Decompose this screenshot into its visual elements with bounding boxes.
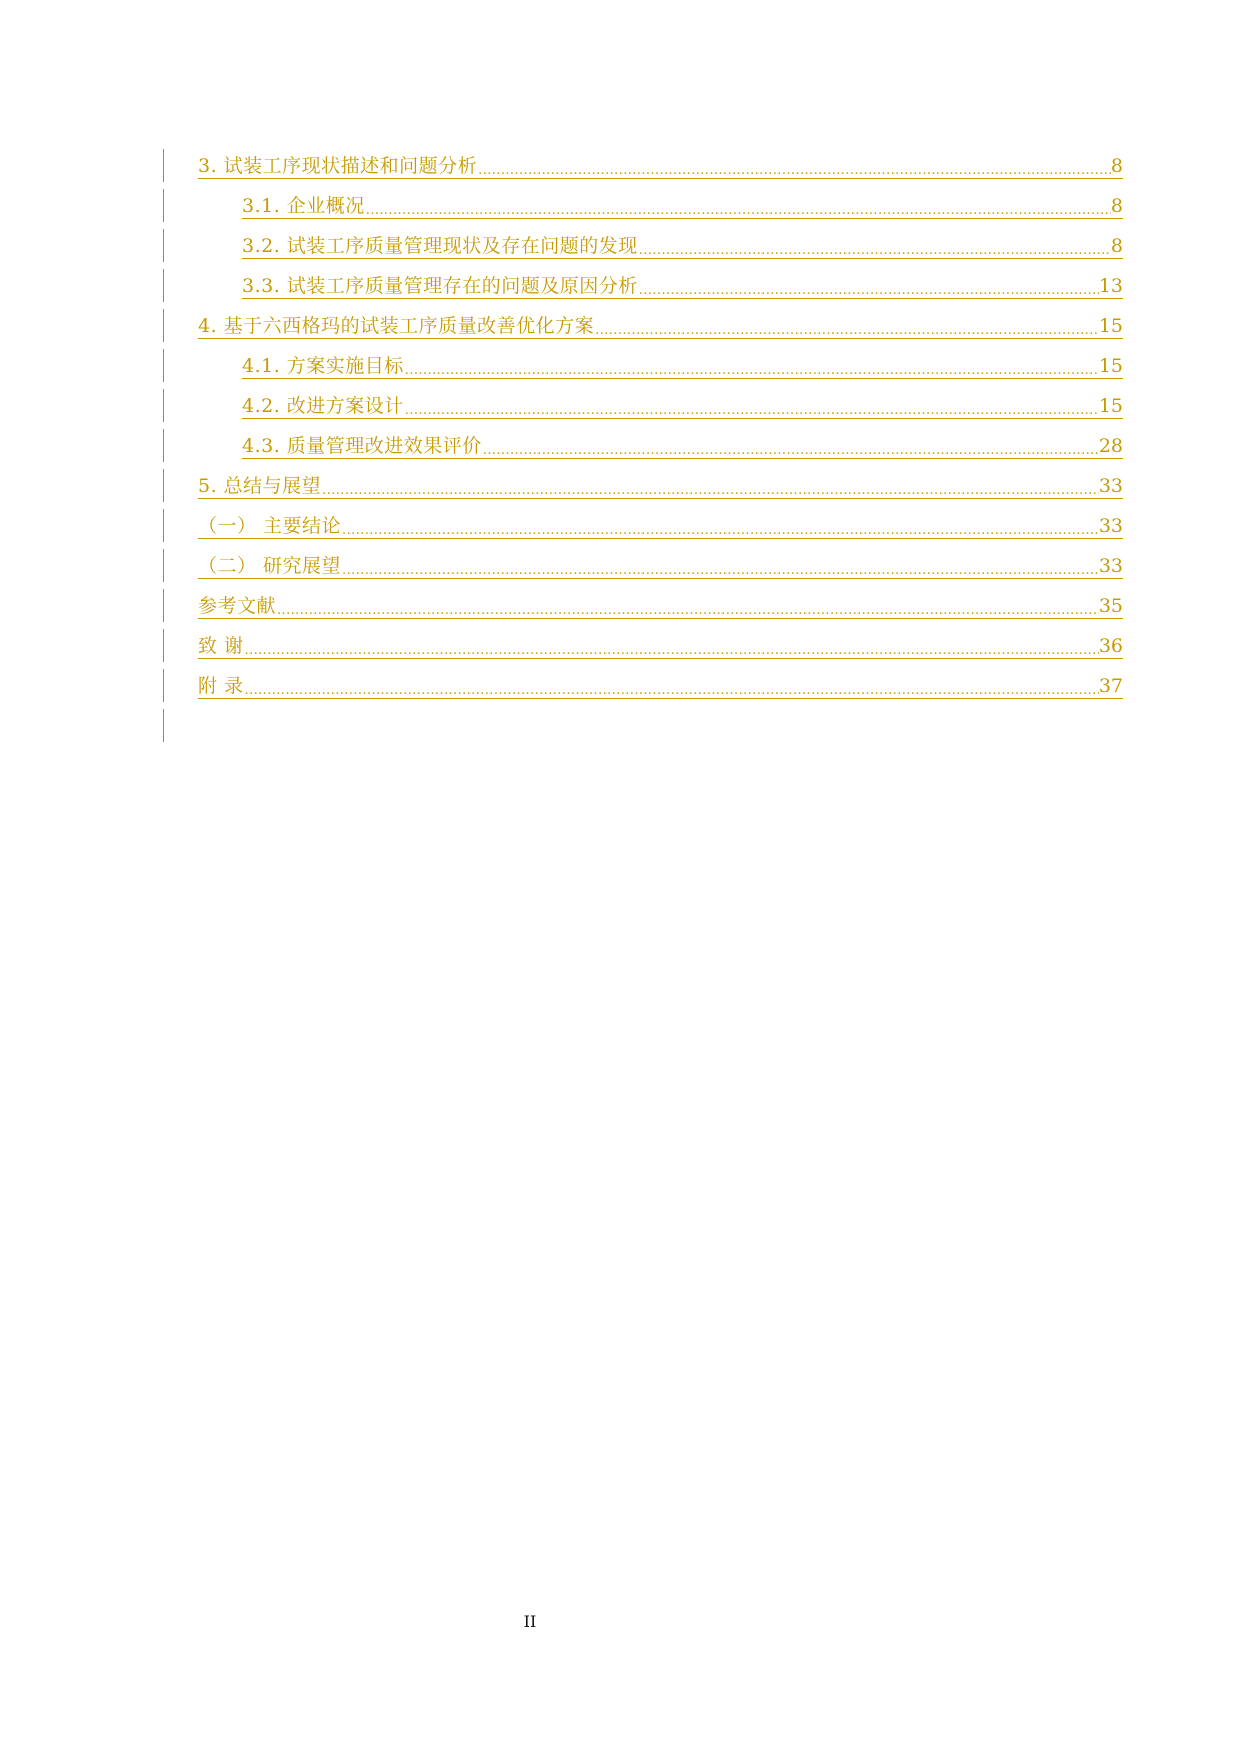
toc-entry-link[interactable] <box>242 272 1123 299</box>
dot-leader <box>365 194 1111 218</box>
toc-entry-link[interactable] <box>242 352 1123 379</box>
toc-row <box>163 388 1123 428</box>
toc-entry-label: 4. 基于六西格玛的试装工序质量改善优化方案 <box>198 315 595 337</box>
dot-leader <box>244 674 1099 698</box>
toc-entry-label: 致 谢 <box>198 635 244 657</box>
toc-entry-label: （一） 主要结论 <box>198 515 342 537</box>
toc-entry-page-number: 28 <box>1098 435 1123 457</box>
toc-entry-link[interactable] <box>198 512 1123 539</box>
dot-leader <box>404 354 1099 378</box>
toc-entry-label: 3.1. 企业概况 <box>242 195 365 217</box>
revision-bar <box>163 589 164 622</box>
toc-row-trailing <box>163 708 1123 748</box>
toc-entry-page-number: 36 <box>1098 635 1123 657</box>
toc-row <box>163 228 1123 268</box>
revision-bar <box>163 269 164 302</box>
toc-entry-page-number: 33 <box>1098 555 1123 577</box>
toc-entry-label: 4.2. 改进方案设计 <box>242 395 404 417</box>
toc-entry-link[interactable] <box>242 232 1123 259</box>
toc-entry-label: 4.3. 质量管理改进效果评价 <box>242 435 482 457</box>
toc-entry-label: 3.3. 试装工序质量管理存在的问题及原因分析 <box>242 275 638 297</box>
dot-leader <box>594 314 1099 338</box>
toc-row <box>163 548 1123 588</box>
toc-entry-page-number: 15 <box>1098 355 1123 377</box>
revision-bar <box>163 229 164 262</box>
dot-leader <box>244 634 1099 658</box>
dot-leader <box>404 394 1099 418</box>
toc-row <box>163 268 1123 308</box>
toc-row <box>163 668 1123 708</box>
revision-bar <box>163 469 164 502</box>
toc-entry-page-number: 33 <box>1098 475 1123 497</box>
page-number: II <box>523 1612 537 1631</box>
revision-bar <box>163 309 164 342</box>
toc-entry-page-number: 15 <box>1098 395 1123 417</box>
toc-row <box>163 148 1123 188</box>
toc-entry-page-number: 15 <box>1098 315 1123 337</box>
toc-entry-label: 参考文献 <box>198 595 277 617</box>
toc-entry-page-number: 8 <box>1110 235 1123 257</box>
toc-entry-link[interactable] <box>242 392 1123 419</box>
toc-entry-link[interactable] <box>198 312 1123 339</box>
toc-entry-label: 3.2. 试装工序质量管理现状及存在问题的发现 <box>242 235 638 257</box>
toc-row <box>163 348 1123 388</box>
toc-entry-link[interactable] <box>198 632 1123 659</box>
toc-entry-label: 5. 总结与展望 <box>198 475 322 497</box>
toc-entry-label: 4.1. 方案实施目标 <box>242 355 404 377</box>
dot-leader <box>638 234 1111 258</box>
revision-bar <box>163 709 164 742</box>
toc-entry-label: 3. 试装工序现状描述和问题分析 <box>198 155 478 177</box>
revision-bar <box>163 189 164 222</box>
toc-entry-link[interactable] <box>198 472 1123 499</box>
toc-entry-page-number: 37 <box>1098 675 1123 697</box>
toc-entry-label: （二） 研究展望 <box>198 555 342 577</box>
revision-bar <box>163 509 164 542</box>
toc-entry-page-number: 35 <box>1098 595 1123 617</box>
toc-entry-page-number: 8 <box>1110 155 1123 177</box>
revision-bar <box>163 629 164 662</box>
dot-leader <box>482 434 1099 458</box>
dot-leader <box>341 554 1099 578</box>
toc-row <box>163 308 1123 348</box>
dot-leader <box>341 514 1099 538</box>
toc-entry-link[interactable] <box>198 672 1123 699</box>
toc-entry-page-number: 8 <box>1110 195 1123 217</box>
toc-row <box>163 428 1123 468</box>
toc-entry-page-number: 13 <box>1098 275 1123 297</box>
toc-entry-link[interactable] <box>242 192 1123 219</box>
toc-entry-link[interactable] <box>198 152 1123 179</box>
toc-row <box>163 468 1123 508</box>
revision-bar <box>163 549 164 582</box>
toc-entry-page-number: 33 <box>1098 515 1123 537</box>
toc-row <box>163 188 1123 228</box>
revision-bar <box>163 669 164 702</box>
toc-row <box>163 508 1123 548</box>
toc-entry-link[interactable] <box>242 432 1123 459</box>
dot-leader <box>276 594 1099 618</box>
toc-entry-link[interactable] <box>198 592 1123 619</box>
revision-bar <box>163 349 164 382</box>
revision-bar <box>163 149 164 182</box>
dot-leader <box>638 274 1099 298</box>
toc-row <box>163 588 1123 628</box>
dot-leader <box>477 154 1111 178</box>
dot-leader <box>321 474 1099 498</box>
toc-entry-link[interactable] <box>198 552 1123 579</box>
revision-bar <box>163 429 164 462</box>
toc-row <box>163 628 1123 668</box>
table-of-contents <box>163 148 1123 748</box>
revision-bar <box>163 389 164 422</box>
toc-entry-label: 附 录 <box>198 675 244 697</box>
